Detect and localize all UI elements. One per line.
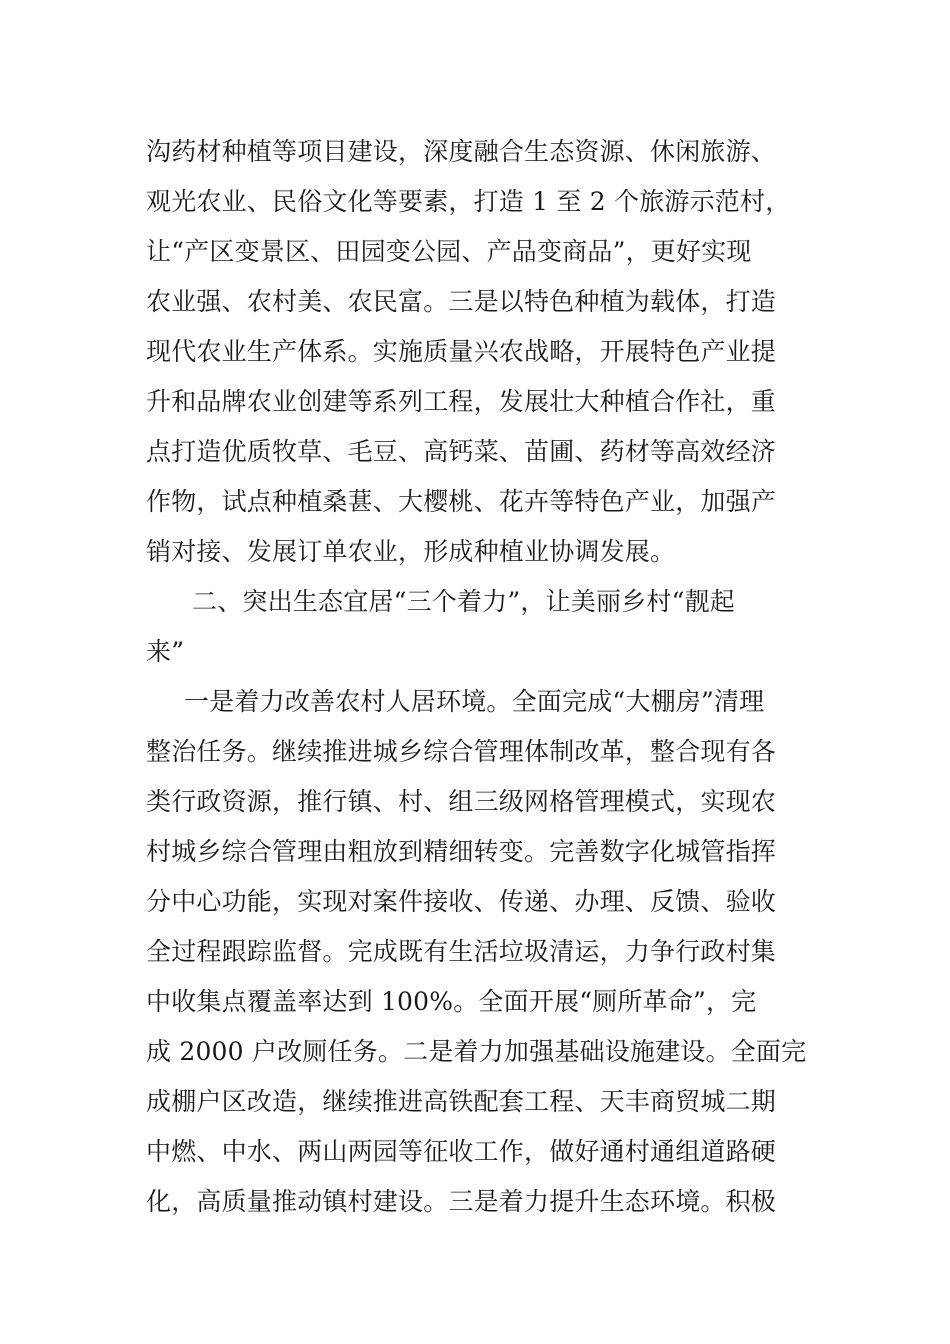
text-line: 沟药材种植等项目建设，深度融合生态资源、休闲旅游、 [146, 137, 777, 166]
section-heading: 二、突出生态宜居“三个着力”，让美丽乡村“靓起 [192, 587, 735, 616]
text-line: 中收集点覆盖率达到 100%。全面开展“厕所革命”，完 [146, 987, 757, 1016]
paragraph-first-line: 一是着力改善农村人居环境。全面完成“大棚房”清理 [184, 687, 765, 716]
text-line: 让“产区变景区、田园变公园、产品变商品”，更好实现 [146, 237, 752, 266]
text-line: 现代农业生产体系。实施质量兴农战略，开展特色产业提 [146, 337, 777, 366]
text-line: 分中心功能，实现对案件接收、传递、办理、反馈、验收 [146, 887, 777, 916]
text-line: 作物，试点种植桑葚、大樱桃、花卉等特色产业，加强产 [146, 487, 777, 516]
text-line: 观光农业、民俗文化等要素，打造 1 至 2 个旅游示范村， [146, 187, 791, 216]
text-line: 销对接、发展订单农业，形成种植业协调发展。 [146, 537, 676, 566]
text-line: 村城乡综合管理由粗放到精细转变。完善数字化城管指挥 [146, 837, 777, 866]
text-line: 点打造优质牧草、毛豆、高钙菜、苗圃、药材等高效经济 [146, 437, 777, 466]
text-line: 成 2000 户改厕任务。二是着力加强基础设施建设。全面完 [146, 1037, 807, 1066]
section-heading-continuation: 来” [146, 637, 185, 666]
text-line: 升和品牌农业创建等系列工程，发展壮大种植合作社，重 [146, 387, 777, 416]
text-line: 中燃、中水、两山两园等征收工作，做好通村通组道路硬 [146, 1137, 777, 1166]
text-line: 全过程跟踪监督。完成既有生活垃圾清运，力争行政村集 [146, 937, 777, 966]
text-line: 类行政资源，推行镇、村、组三级网格管理模式，实现农 [146, 787, 777, 816]
text-line: 农业强、农村美、农民富。三是以特色种植为载体，打造 [146, 287, 777, 316]
text-line: 成棚户区改造，继续推进高铁配套工程、天丰商贸城二期 [146, 1087, 777, 1116]
text-line: 化，高质量推动镇村建设。三是着力提升生态环境。积极 [146, 1187, 777, 1216]
text-line: 整治任务。继续推进城乡综合管理体制改革，整合现有各 [146, 737, 777, 766]
